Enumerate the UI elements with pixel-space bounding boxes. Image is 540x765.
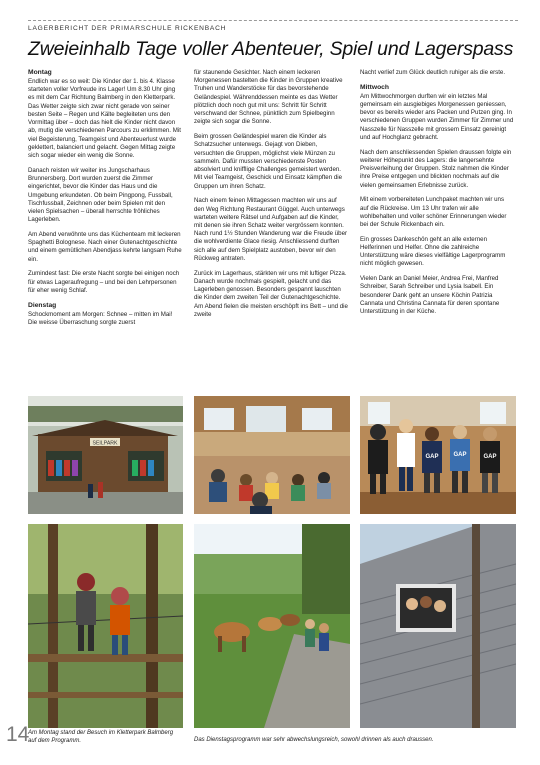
article-paragraph: Vielen Dank an Daniel Meier, Andrea Frei, Manfred Schreiber, Sarah Schreiber und Lysia Isabell. Ein besonderer Dank geht an unsere Köchin Patrizia Cannata und Christina Cannata für deren spontane Unterstützung in der Küche. (360, 275, 500, 316)
gap-shirt-label: GAP (483, 454, 497, 460)
section-heading: Dienstag (28, 301, 57, 309)
article-section (360, 84, 514, 317)
article-paragraph: Mit einem vorbereiteten Lunchpaket machten wir uns auf die Rückreise. Um 13 Uhr trafen wir alle wohlbehalten und voller schöner Erinnerungen wieder bei der Schule Rickenbach ein. (360, 196, 507, 228)
text-column-2 (194, 69, 348, 334)
article-section (28, 302, 182, 327)
section-heading: Mittwoch (360, 83, 389, 91)
article-body (28, 69, 516, 334)
article-paragraph: Zumindest fast: Die erste Nacht sorgte bei einigen noch für etwas Lageraufregung – und bei den Lehrpersonen für eher wenig Schlaf. (28, 270, 180, 294)
text-column-1 (28, 69, 182, 334)
article-section (28, 69, 182, 295)
article-paragraph: Nach dem anschliessenden Spielen draussen folgte ein weiterer Höhepunkt des Lagers: die langersehnte Preisverleihung der Gruppen. Stolz nahmen die Kinder ihre Preise entgegen und blickten nochmals auf die vielen gemeinsamen Erlebnisse zurück. (360, 148, 512, 189)
photo-kids-climbing (28, 524, 183, 728)
photo-cows-hike (194, 524, 350, 728)
article-paragraph: Beim grossen Geländespiel waren die Kinder als Schatzsucher unterwegs. Gejagt von Dieben, versuchten die Gruppen, möglichst viele Münzen zu sammeln. Dafür mussten verschiedenste Posten absolviert und knifflige Challenges gemeistert werden. Mit viel Teamgeist, Geschick und Einsatz kämpften die Gruppen um ihren Schatz. (194, 133, 343, 190)
header-rule (28, 20, 518, 21)
gap-shirt-label: GAP (425, 454, 439, 460)
article-paragraph: Nacht verlief zum Glück deutlich ruhiger als die erste. (360, 69, 506, 76)
text-column-3 (360, 69, 514, 334)
article-paragraph: Ein grosses Dankeschön geht an alle externen Helferinnen und Helfer. Ohne die zahlreiche Unterstützung wäre dieses vielfältige Lagerprogramm nicht möglich gewesen. (360, 235, 506, 268)
photo-indoor-group (194, 396, 350, 514)
article-paragraph: Zurück im Lagerhaus, stärkten wir uns mit luftiger Pizza. Danach wurde nochmals gespielt, gelacht und das Lagerleben genossen. Besonders gespannt lauschten die Kinder dem zweiten Teil der Gutenachtgeschichte. Am Abend fielen die meisten erschöpft ins Bett – und die zweite (194, 269, 348, 318)
article-section (194, 69, 348, 319)
article-paragraph: Endlich war es so weit: Die Kinder der 1. bis 4. Klasse starteten voller Vorfreude ins Lager! Um 8.30 Uhr ging es mit dem Car Richtung Balmberg in den Kletterpark. Das Wetter zeigte sich zwar nicht gerade von seiner besten Seite – Regen und Kälte begleiteten uns den Vormittag über – doch das hielt die Kinder nicht davon ab, mutig die verschiedenen Parcours zu erklimmen. Mit viel Begeisterung, Teamgeist und Abenteuerlust wurde geklettert, balanciert und gelacht. Gegen Mittag zeigte sich sogar wieder ein wenig die Sonne. (28, 77, 181, 160)
seilpark-sign: SEILPARK (92, 440, 118, 447)
article-paragraph: Am Abend verwöhnte uns das Küchenteam mit leckeren Spaghetti Bolognese. Nach einer Gutenachtgeschichte und einem gemütlichen Abendjass kehrte langsam Ruhe ein. (28, 230, 182, 263)
article-paragraph: Nach einem feinen Mittagessen machten wir uns auf den Weg Richtung Restaurant Güggel. Auch unterwegs warteten weitere Rätsel und Aufgaben auf die Kinder, mit denen sie ihren Schatz weiter vergrössern konnten. Nach rund 1½ Stunden Wanderung war die Freude über die wohlverdiente Glace riesig. Anschliessend durften sich alle auf dem Spielplatz austoben, bevor wir den Rückweg antraten. (194, 197, 348, 262)
photo-lagerhaus-window (360, 524, 516, 728)
caption-left: Am Montag stand der Besuch im Kletterpark Balmberg auf dem Programm. (28, 730, 174, 744)
article-paragraph: Am Mittwochmorgen durften wir ein letztes Mal gemeinsam ein ausgiebiges Morgenessen geniessen, bevor es bereits wieder ans Packen und Putzen ging. In verschiedenen Gruppen wurden Zimmer für Zimmer und Nasszelle für Nasszelle mit grossem Einsatz gereinigt und auf Hochglanz gebracht. (360, 92, 514, 141)
article-paragraph: Danach reisten wir weiter ins Jungscharhaus Brunnersberg. Dort wurden zuerst die Zimmer eingerichtet, bevor die Kinder das Haus und die Umgebung erkundeten. Ob beim Pingpong, Fussball, Tischfussball, Zeichnen oder beim Spielen mit den vielen Spielsachen – überall herrschte fröhliches Lagerleben. (28, 166, 173, 224)
gap-shirt-label: GAP (453, 452, 467, 458)
article-paragraph: Schockmoment am Morgen: Schnee – mitten im Mai! Die weisse Überraschung sorgte zuerst (28, 310, 173, 326)
article-section (360, 69, 514, 77)
caption-right: Das Dienstagsprogramm war sehr abwechslungsreich, sowohl drinnen als auch draussen. (194, 737, 434, 743)
photo-climbing-park-hut (28, 396, 183, 514)
article-title: Zweieinhalb Tage voller Abenteuer, Spiel und Lagerspass (28, 38, 514, 60)
section-kicker: LAGERBERICHT DER PRIMARSCHULE RICKENBACH (28, 25, 227, 32)
page-number: 14 (6, 723, 30, 746)
section-heading: Montag (28, 69, 52, 76)
article-paragraph: für staunende Gesichter. Nach einem leckeren Morgenessen bastelten die Kinder in Gruppen kreative Truhen und Wanderstöcke für das bevorstehende Geländespiel. Währenddessen meinte es das Wetter plötzlich doch noch gut mit uns: Schritt für Schritt verschwand der Schnee, pünktlich zum Spielbeginn zeigte sich sogar die Sonne. (194, 69, 343, 126)
photo-kids-gap-shirts (360, 396, 516, 514)
